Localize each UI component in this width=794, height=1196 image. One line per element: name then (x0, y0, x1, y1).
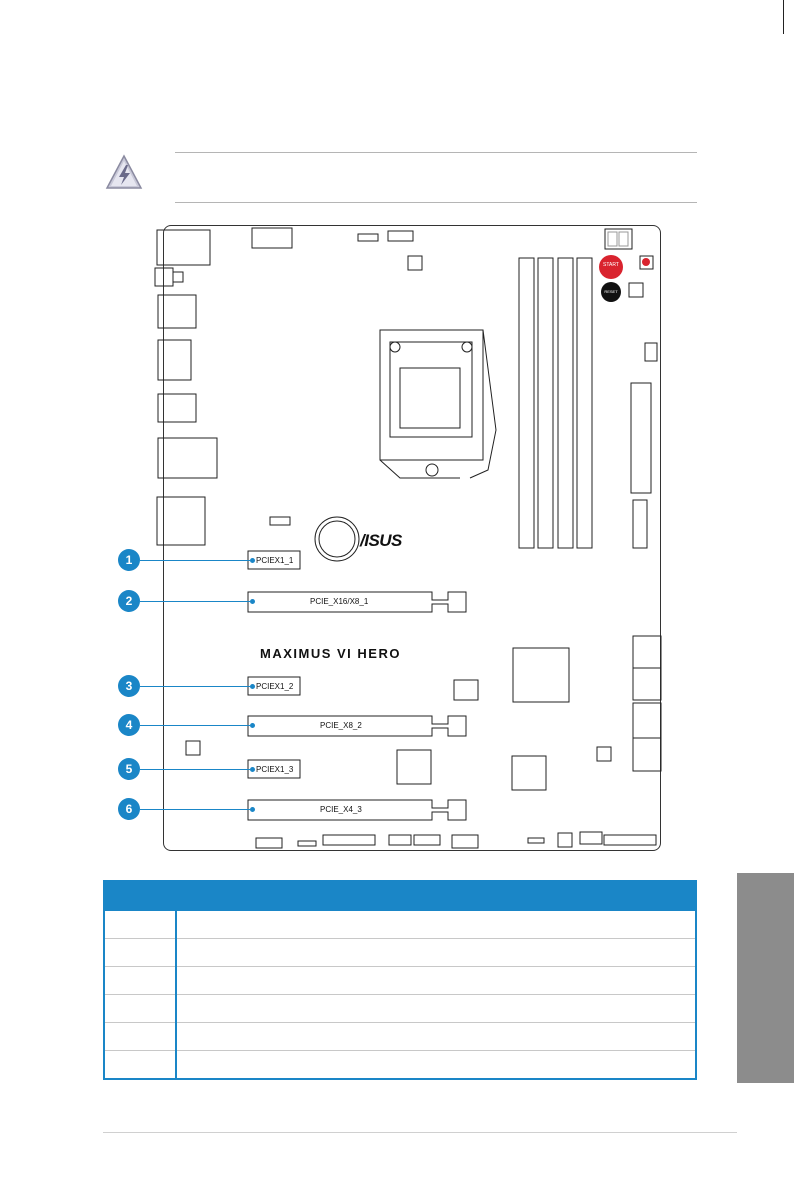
callout-2: 2 (118, 590, 140, 612)
slot-label-pciex1-3: PCIEX1_3 (256, 765, 294, 774)
table-cell (104, 939, 176, 967)
table-cell (176, 1051, 696, 1080)
table-cell (104, 967, 176, 995)
slot-marker (250, 767, 255, 772)
chapter-side-tab (737, 873, 794, 1083)
callout-line (140, 725, 250, 726)
table-row (104, 1023, 696, 1051)
footer-rule (103, 1132, 737, 1133)
callout-5: 5 (118, 758, 140, 780)
slot-label-pcie-x16-1: PCIE_X16/X8_1 (310, 597, 369, 606)
table-row (104, 967, 696, 995)
table-cell (176, 995, 696, 1023)
table-header-cell (104, 881, 176, 911)
table-cell (176, 911, 696, 939)
slot-marker (250, 599, 255, 604)
callout-line (140, 769, 250, 770)
table-cell (104, 995, 176, 1023)
callout-line (140, 686, 250, 687)
callout-4: 4 (118, 714, 140, 736)
asus-logo: /ISUS (360, 531, 402, 550)
table-cell (176, 939, 696, 967)
reset-button: RESET (604, 289, 618, 294)
table-header-row (104, 881, 696, 911)
board-brand-label: MAXIMUS VI HERO (260, 646, 401, 661)
slot-marker (250, 558, 255, 563)
slot-marker (250, 807, 255, 812)
callout-line (140, 601, 250, 602)
table-cell (104, 1023, 176, 1051)
start-button: START (603, 262, 619, 268)
slot-marker (250, 684, 255, 689)
slot-label-pciex1-1: PCIEX1_1 (256, 556, 294, 565)
table-row (104, 995, 696, 1023)
table-cell (104, 911, 176, 939)
callout-1: 1 (118, 549, 140, 571)
table-cell (176, 1023, 696, 1051)
slot-marker (250, 723, 255, 728)
table-header-cell (176, 881, 696, 911)
table-cell (176, 967, 696, 995)
table-row (104, 939, 696, 967)
callout-line (140, 560, 250, 561)
callout-line (140, 809, 250, 810)
table-row (104, 911, 696, 939)
slot-label-pcie-x4-3: PCIE_X4_3 (320, 805, 362, 814)
slot-table (103, 880, 697, 1080)
slot-label-pciex1-2: PCIEX1_2 (256, 682, 294, 691)
slot-label-pcie-x8-2: PCIE_X8_2 (320, 721, 362, 730)
callout-3: 3 (118, 675, 140, 697)
callout-6: 6 (118, 798, 140, 820)
table-cell (104, 1051, 176, 1080)
table-row (104, 1051, 696, 1080)
